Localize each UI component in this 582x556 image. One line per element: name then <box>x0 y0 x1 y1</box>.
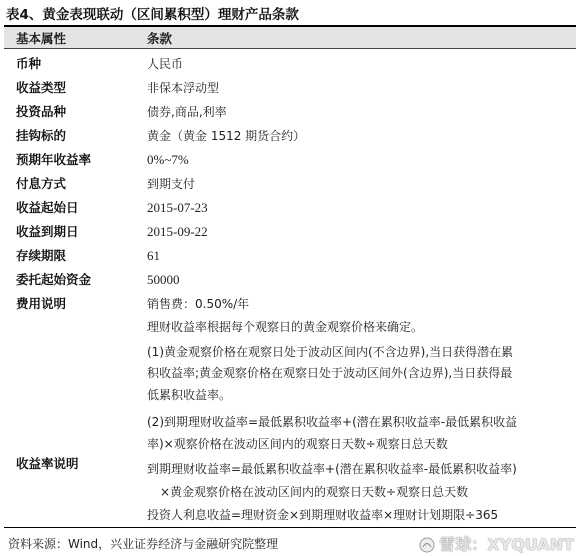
row-value: 61 <box>147 248 160 263</box>
row-key: 收益类型 <box>16 80 67 95</box>
row-value: 2015-07-23 <box>147 200 208 215</box>
table-row <box>0 172 582 196</box>
row-value: 2015-09-22 <box>147 224 208 239</box>
row-value: 债券,商品,利率 <box>147 105 227 119</box>
table-row <box>0 124 582 148</box>
bottom-rule <box>4 527 576 528</box>
row-value: 到期支付 <box>147 177 196 191</box>
table-title: 表4、黄金表现联动（区间累积型）理财产品条款 <box>6 7 299 23</box>
source-note: 资料来源：Wind，兴业证券经济与金融研究院整理 <box>8 537 279 551</box>
row-key: 付息方式 <box>16 176 67 191</box>
yield-desc-line: 投资人利息收益=理财资金×到期理财收益率×理财计划期限÷365 <box>147 508 499 522</box>
row-key: 收益到期日 <box>16 224 79 239</box>
table-row <box>0 244 582 268</box>
row-key: 委托起始资金 <box>16 272 92 287</box>
yield-desc-line: ×黄金观察价格在波动区间内的观察日天数÷观察日总天数 <box>160 485 469 499</box>
row-value: 黄金（黄金 1512 期货合约） <box>147 129 306 143</box>
yield-desc-line: 率)×观察价格在波动区间内的观察日天数÷观察日总天数 <box>147 437 448 451</box>
row-value: 非保本浮动型 <box>147 81 220 95</box>
watermark <box>419 532 574 555</box>
yield-desc-key: 收益率说明 <box>16 456 79 471</box>
yield-desc-line: 到期理财收益率=最低累积收益率+(潜在累积收益率-最低累积收益率) <box>147 462 517 476</box>
yield-desc-line: 低累积收益率。 <box>147 388 232 402</box>
header-terms: 条款 <box>147 31 173 46</box>
row-value: 人民币 <box>147 57 184 71</box>
table-row <box>0 76 582 100</box>
row-value: 销售费：0.50%/年 <box>147 297 250 311</box>
row-key: 收益起始日 <box>16 200 79 215</box>
row-key: 投资品种 <box>16 104 67 119</box>
yield-desc-line: 理财收益率根据每个观察日的黄金观察价格来确定。 <box>147 320 424 334</box>
snowball-logo-icon <box>419 537 435 553</box>
row-key: 挂钩标的 <box>16 128 67 143</box>
row-key: 预期年收益率 <box>16 152 92 167</box>
table-header-band <box>4 27 576 49</box>
yield-desc-line: (1)黄金观察价格在观察日处于波动区间内(不含边界),当日获得潜在累 <box>147 345 514 359</box>
table-row <box>0 268 582 292</box>
row-key: 存续期限 <box>16 248 67 263</box>
row-value: 50000 <box>147 272 180 287</box>
watermark-text: 雪球：XYQUANT <box>439 535 574 554</box>
row-key: 币种 <box>16 56 42 71</box>
table-row <box>0 100 582 124</box>
table-row <box>0 196 582 220</box>
header-attr: 基本属性 <box>16 31 67 46</box>
table-row <box>0 292 582 316</box>
table-row <box>0 148 582 172</box>
yield-desc-line: (2)到期理财收益率=最低累积收益率+(潜在累积收益率-最低累积收益 <box>147 415 518 429</box>
row-value: 0%~7% <box>147 152 189 167</box>
table-row <box>0 220 582 244</box>
yield-desc-line: 积收益率;黄金观察价格在观察日处于波动区间外(含边界),当日获得最 <box>147 366 513 380</box>
table-row <box>0 52 582 76</box>
row-key: 费用说明 <box>16 296 67 311</box>
